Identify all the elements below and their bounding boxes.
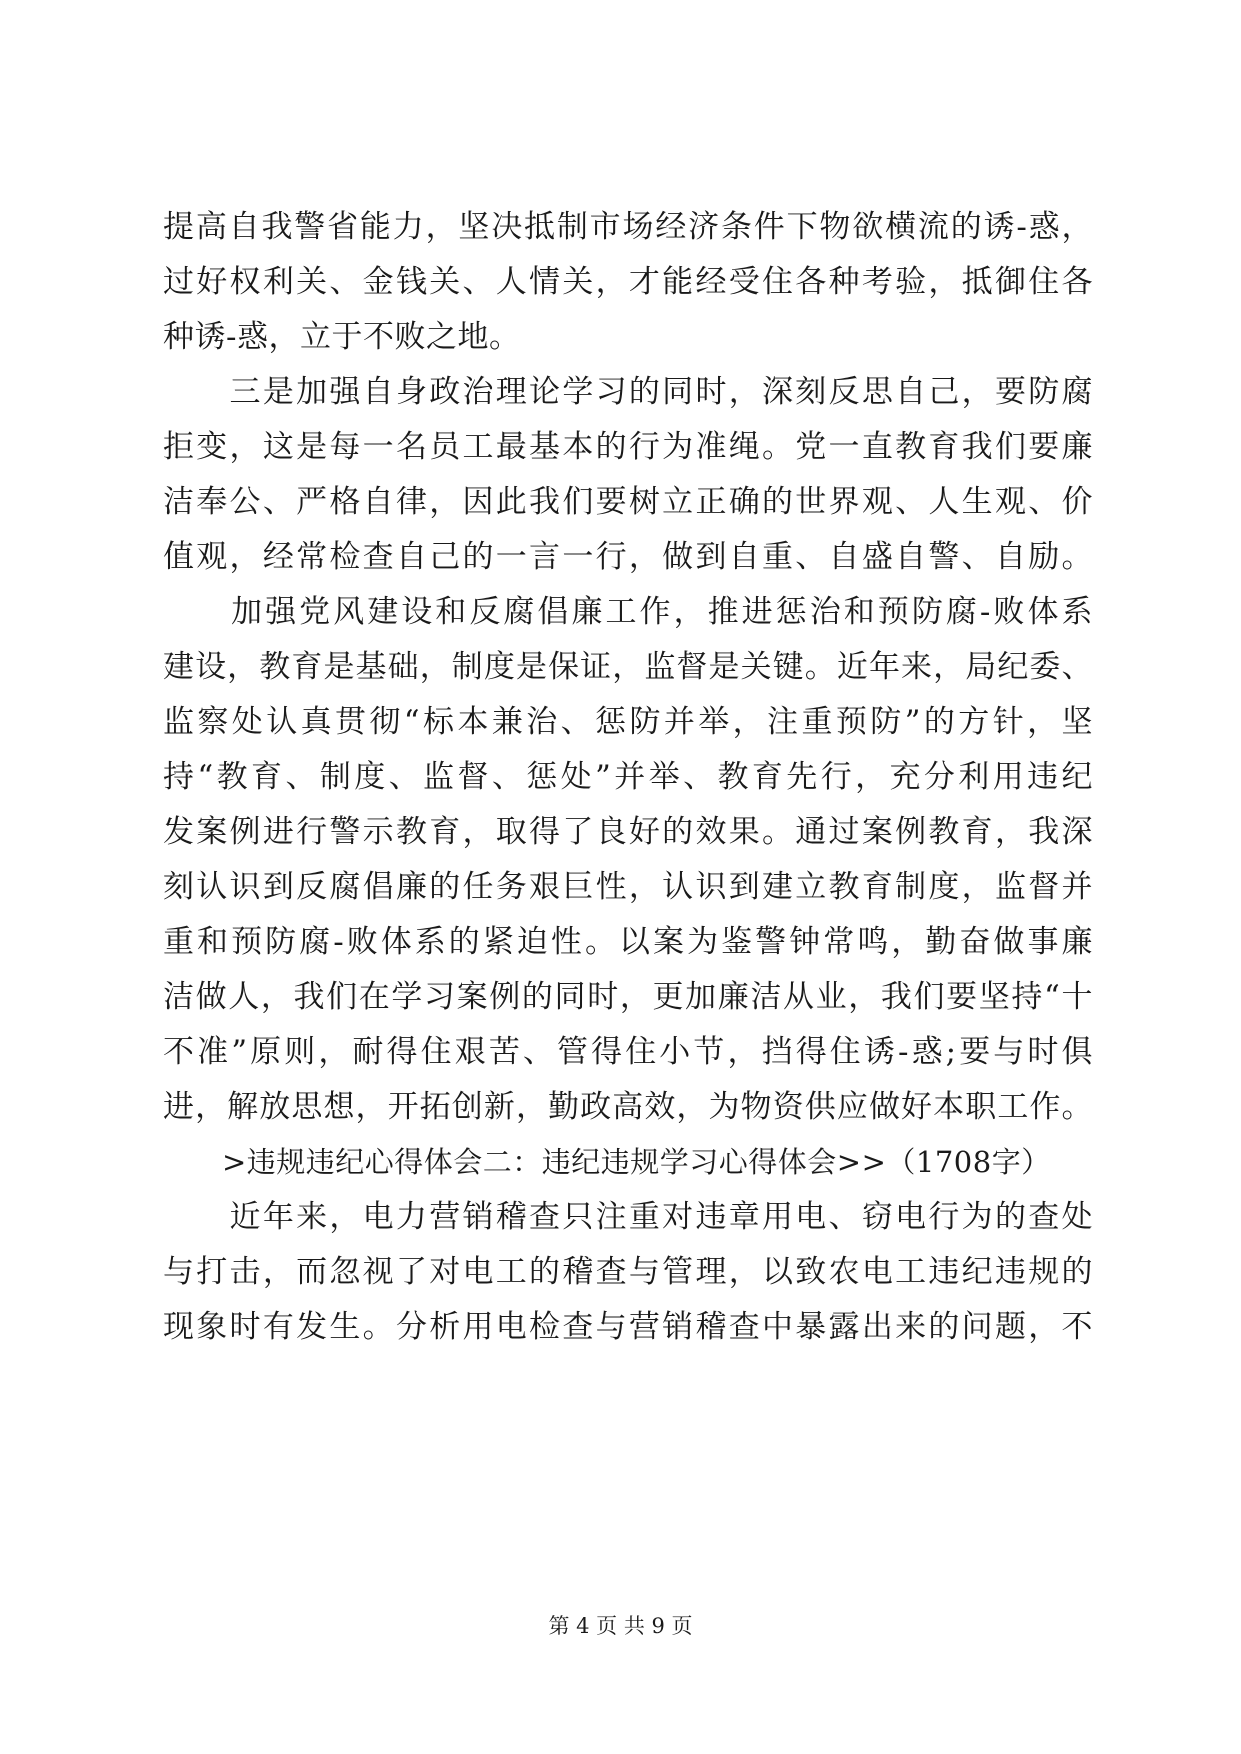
text-line: 刻认识到反腐倡廉的任务艰巨性，认识到建立教育制度，监督并 [163, 869, 1093, 905]
text-line: 监察处认真贯彻“标本兼治、惩防并举，注重预防”的方针，坚 [163, 704, 1093, 740]
text-line: 拒变，这是每一名员工最基本的行为准绳。党一直教育我们要廉 [163, 429, 1093, 465]
text-line: 三是加强自身政治理论学习的同时，深刻反思自己，要防腐 [163, 374, 1093, 410]
text-line: 现象时有发生。分析用电检查与营销稽查中暴露出来的问题，不 [163, 1309, 1093, 1345]
text-line: 提高自我警省能力，坚决抵制市场经济条件下物欲横流的诱-惑， [163, 209, 1093, 245]
text-line: 重和预防腐-败体系的紧迫性。以案为鉴警钟常鸣，勤奋做事廉 [163, 924, 1093, 960]
text-line: 建设，教育是基础，制度是保证，监督是关键。近年来，局纪委、 [163, 649, 1093, 685]
text-line: 值观，经常检查自己的一言一行，做到自重、自盛自警、自励。 [163, 539, 1093, 575]
text-line: 与打击，而忽视了对电工的稽查与管理，以致农电工违纪违规的 [163, 1254, 1093, 1290]
text-line: 持“教育、制度、监督、惩处”并举、教育先行，充分利用违纪 [163, 759, 1093, 795]
section-heading: >违规违纪心得体会二：违纪违规学习心得体会>>（1708字） [163, 1145, 1051, 1179]
text-line: 不准”原则，耐得住艰苦、管得住小节，挡得住诱-惑;要与时俱 [163, 1034, 1093, 1070]
text-line: 种诱-惑，立于不败之地。 [163, 319, 521, 355]
text-line: 过好权利关、金钱关、人情关，才能经受住各种考验，抵御住各 [163, 264, 1093, 300]
text-line: 近年来，电力营销稽查只注重对违章用电、窃电行为的查处 [163, 1199, 1093, 1235]
text-line: 发案例进行警示教育，取得了良好的效果。通过案例教育，我深 [163, 814, 1093, 850]
page-number-footer: 第 4 页 共 9 页 [548, 1614, 693, 1638]
text-line: 进，解放思想，开拓创新，勤政高效，为物资供应做好本职工作。 [163, 1089, 1093, 1125]
text-line: 加强党风建设和反腐倡廉工作，推进惩治和预防腐-败体系 [163, 594, 1093, 630]
text-line: 洁做人，我们在学习案例的同时，更加廉洁从业，我们要坚持“十 [163, 979, 1093, 1015]
text-line: 洁奉公、严格自律，因此我们要树立正确的世界观、人生观、价 [163, 484, 1093, 520]
document-body [163, 200, 1093, 1355]
